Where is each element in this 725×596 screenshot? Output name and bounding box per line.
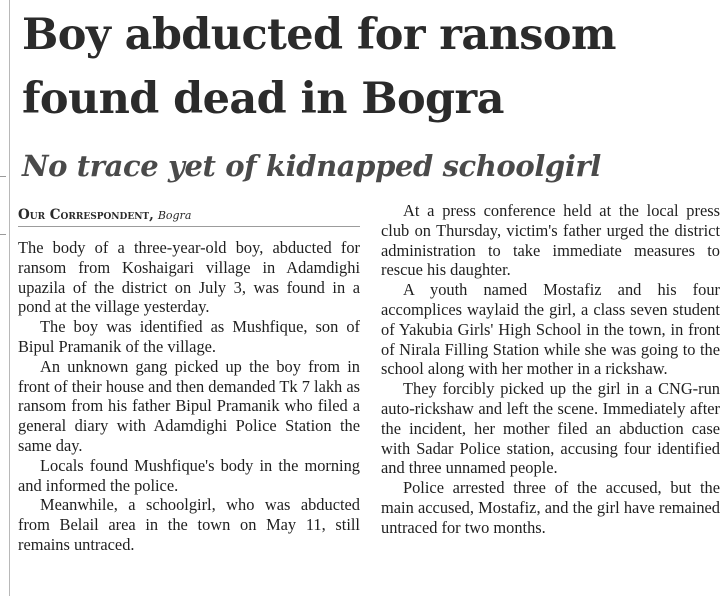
subheadline: No trace yet of kidnapped schoolgirl <box>22 149 601 183</box>
article-column-2 <box>381 201 720 538</box>
byline-location: Bogra <box>157 209 192 222</box>
paragraph: They forcibly picked up the girl in a CNG-run auto-rickshaw and left the scene. Immediately after the incident, her mother filed an abduction case with Sadar Police station, accusing four identified and three unnamed people. <box>381 379 720 478</box>
byline-author: Our Correspondent, <box>18 207 154 223</box>
headline <box>22 3 722 131</box>
paragraph: Meanwhile, a schoolgirl, who was abducted from Belail area in the town on May 11, still remains untraced. <box>18 495 360 554</box>
byline-divider <box>18 226 360 227</box>
byline <box>18 206 191 225</box>
margin-tick-mark <box>0 234 6 235</box>
headline-line-2: found dead in Bogra <box>22 74 504 124</box>
paragraph: Police arrested three of the accused, but the main accused, Mostafiz, and the girl have remained untraced for two months. <box>381 478 720 537</box>
article-column-1 <box>18 238 360 555</box>
paragraph: At a press conference held at the local press club on Thursday, victim's father urged the district administration to take immediate measures to rescue his daughter. <box>381 201 720 280</box>
paragraph: Locals found Mushfique's body in the morning and informed the police. <box>18 455 360 495</box>
paragraph: The body of a three-year-old boy, abducted for ransom from Koshaigari village in Adamdighi upazila of the district on July 3, was found in a pond at the village yesterday. <box>18 238 360 317</box>
left-column-rule <box>9 0 10 596</box>
paragraph: An unknown gang picked up the boy from in front of their house and then demanded Tk 7 lakh as ransom from his father Bipul Pramanik who filed a general diary with Adamdighi Police Station the same day. <box>18 356 360 455</box>
headline-line-1: Boy abducted for ransom <box>22 10 616 60</box>
margin-tick-mark <box>0 176 6 177</box>
paragraph: A youth named Mostafiz and his four accomplices waylaid the girl, a class seven student of Yakubia Girls' High School in the town, in front of Nirala Filling Station while she was going to the school along with her mother in a rickshaw. <box>381 280 720 379</box>
paragraph: The boy was identified as Mushfique, son of Bipul Pramanik of the village. <box>18 317 360 356</box>
